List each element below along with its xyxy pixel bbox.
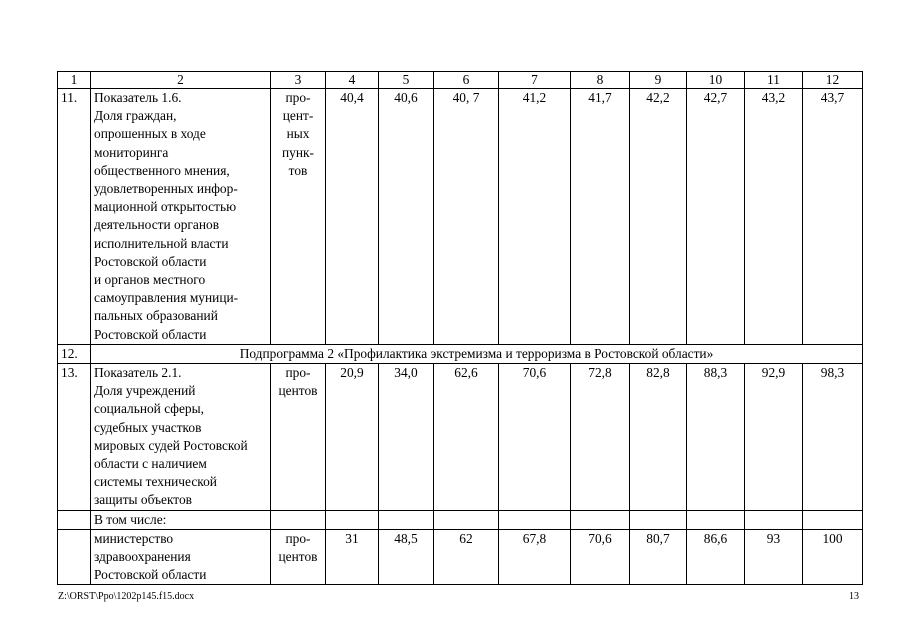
indicator-name-line: здравоохранения <box>94 549 191 565</box>
empty-cell <box>326 510 379 529</box>
unit-cell <box>271 89 326 345</box>
indicator-name-line: мировых судей Ростовской <box>94 437 248 453</box>
value-cell: 48,5 <box>379 529 434 585</box>
value-cell: 93 <box>745 529 803 585</box>
value-cell: 43,2 <box>745 89 803 345</box>
value-cell: 92,9 <box>745 364 803 511</box>
unit-line: пунк- <box>282 144 314 160</box>
value-cell: 41,7 <box>571 89 630 345</box>
empty-cell <box>434 510 499 529</box>
footer-file-path: Z:\ORST\Ppo\1202p145.f15.docx <box>58 591 195 602</box>
unit-line: тов <box>288 162 308 178</box>
table-row <box>58 529 863 585</box>
unit-cell <box>271 529 326 585</box>
including-row <box>58 510 863 529</box>
indicator-name-line: общественного мнения, <box>94 162 230 178</box>
empty-cell <box>745 510 803 529</box>
unit-cell <box>271 364 326 511</box>
header-cell: 9 <box>630 72 687 89</box>
header-cell: 10 <box>687 72 745 89</box>
row-number: 11. <box>58 89 91 345</box>
header-cell: 5 <box>379 72 434 89</box>
value-cell: 86,6 <box>687 529 745 585</box>
unit-line: про- <box>285 90 311 105</box>
value-cell: 42,7 <box>687 89 745 345</box>
empty-cell <box>687 510 745 529</box>
indicator-name-cell <box>91 364 271 511</box>
header-cell: 7 <box>499 72 571 89</box>
indicator-name-line: пальных образований <box>94 308 218 324</box>
indicator-name-line: Доля учреждений <box>94 383 196 399</box>
unit-line: центов <box>278 549 318 565</box>
indicator-name-line: мационной открытостью <box>94 199 237 215</box>
unit-line: центов <box>278 383 318 399</box>
table-row <box>58 89 863 345</box>
header-cell: 2 <box>91 72 271 89</box>
indicator-name-line: Ростовской области <box>94 567 207 583</box>
value-cell: 40,4 <box>326 89 379 345</box>
value-cell: 62 <box>434 529 499 585</box>
empty-cell <box>58 510 91 529</box>
unit-line: про- <box>285 530 311 546</box>
unit-line: ных <box>286 126 310 142</box>
row-number: 13. <box>58 364 91 511</box>
indicator-name-line: Доля граждан, <box>94 108 177 124</box>
including-label: В том числе: <box>91 510 271 529</box>
header-cell: 6 <box>434 72 499 89</box>
header-cell: 3 <box>271 72 326 89</box>
value-cell: 43,7 <box>803 89 863 345</box>
indicator-name-line: исполнительной власти <box>94 235 229 251</box>
empty-cell <box>271 510 326 529</box>
indicator-name-line: социальной сферы, <box>94 401 204 417</box>
indicator-name-cell <box>91 529 271 585</box>
header-cell: 1 <box>58 72 91 89</box>
unit-line: цент- <box>282 108 314 124</box>
subprogram-title: Подпрограмма 2 «Профилактика экстремизма и терроризма в Ростовской области» <box>91 344 863 363</box>
indicator-name-line: Показатель 2.1. <box>94 365 182 381</box>
value-cell: 42,2 <box>630 89 687 345</box>
indicator-name-cell <box>91 89 271 345</box>
indicator-name-line: удовлетворенных инфор- <box>94 181 238 197</box>
indicator-name-line: области с наличием <box>94 456 207 472</box>
indicator-name-line: министерство <box>94 530 174 546</box>
empty-cell <box>58 529 91 585</box>
header-cell: 11 <box>745 72 803 89</box>
indicator-name-line: Показатель 1.6. <box>94 90 182 105</box>
table-row <box>58 364 863 511</box>
indicator-name-line: самоуправления муници- <box>94 290 239 306</box>
value-cell: 82,8 <box>630 364 687 511</box>
value-cell: 80,7 <box>630 529 687 585</box>
value-cell: 40,6 <box>379 89 434 345</box>
footer-page-number: 13 <box>849 591 859 602</box>
indicator-name-line: защиты объектов <box>94 492 192 508</box>
value-cell: 41,2 <box>499 89 571 345</box>
header-cell: 8 <box>571 72 630 89</box>
value-cell: 98,3 <box>803 364 863 511</box>
empty-cell <box>630 510 687 529</box>
value-cell: 88,3 <box>687 364 745 511</box>
header-cell: 12 <box>803 72 863 89</box>
indicator-name-line: судебных участков <box>94 419 202 435</box>
indicator-name-line: мониторинга <box>94 144 169 160</box>
subprogram-row <box>58 344 863 363</box>
table-header-row <box>58 72 863 89</box>
value-cell: 100 <box>803 529 863 585</box>
value-cell: 67,8 <box>499 529 571 585</box>
value-cell: 40, 7 <box>434 89 499 345</box>
value-cell: 70,6 <box>499 364 571 511</box>
value-cell: 70,6 <box>571 529 630 585</box>
value-cell: 31 <box>326 529 379 585</box>
value-cell: 62,6 <box>434 364 499 511</box>
empty-cell <box>499 510 571 529</box>
indicator-name-line: опрошенных в ходе <box>94 126 206 142</box>
empty-cell <box>379 510 434 529</box>
indicator-name-line: деятельности органов <box>94 217 220 233</box>
indicator-name-line: и органов местного <box>94 272 206 288</box>
indicators-table <box>57 71 863 585</box>
header-cell: 4 <box>326 72 379 89</box>
unit-line: про- <box>285 365 311 381</box>
value-cell: 72,8 <box>571 364 630 511</box>
empty-cell <box>571 510 630 529</box>
value-cell: 20,9 <box>326 364 379 511</box>
indicator-name-line: системы технической <box>94 474 217 490</box>
value-cell: 34,0 <box>379 364 434 511</box>
row-number: 12. <box>58 344 91 363</box>
empty-cell <box>803 510 863 529</box>
indicator-name-line: Ростовской области <box>94 253 207 269</box>
indicator-name-line: Ростовской области <box>94 326 207 342</box>
